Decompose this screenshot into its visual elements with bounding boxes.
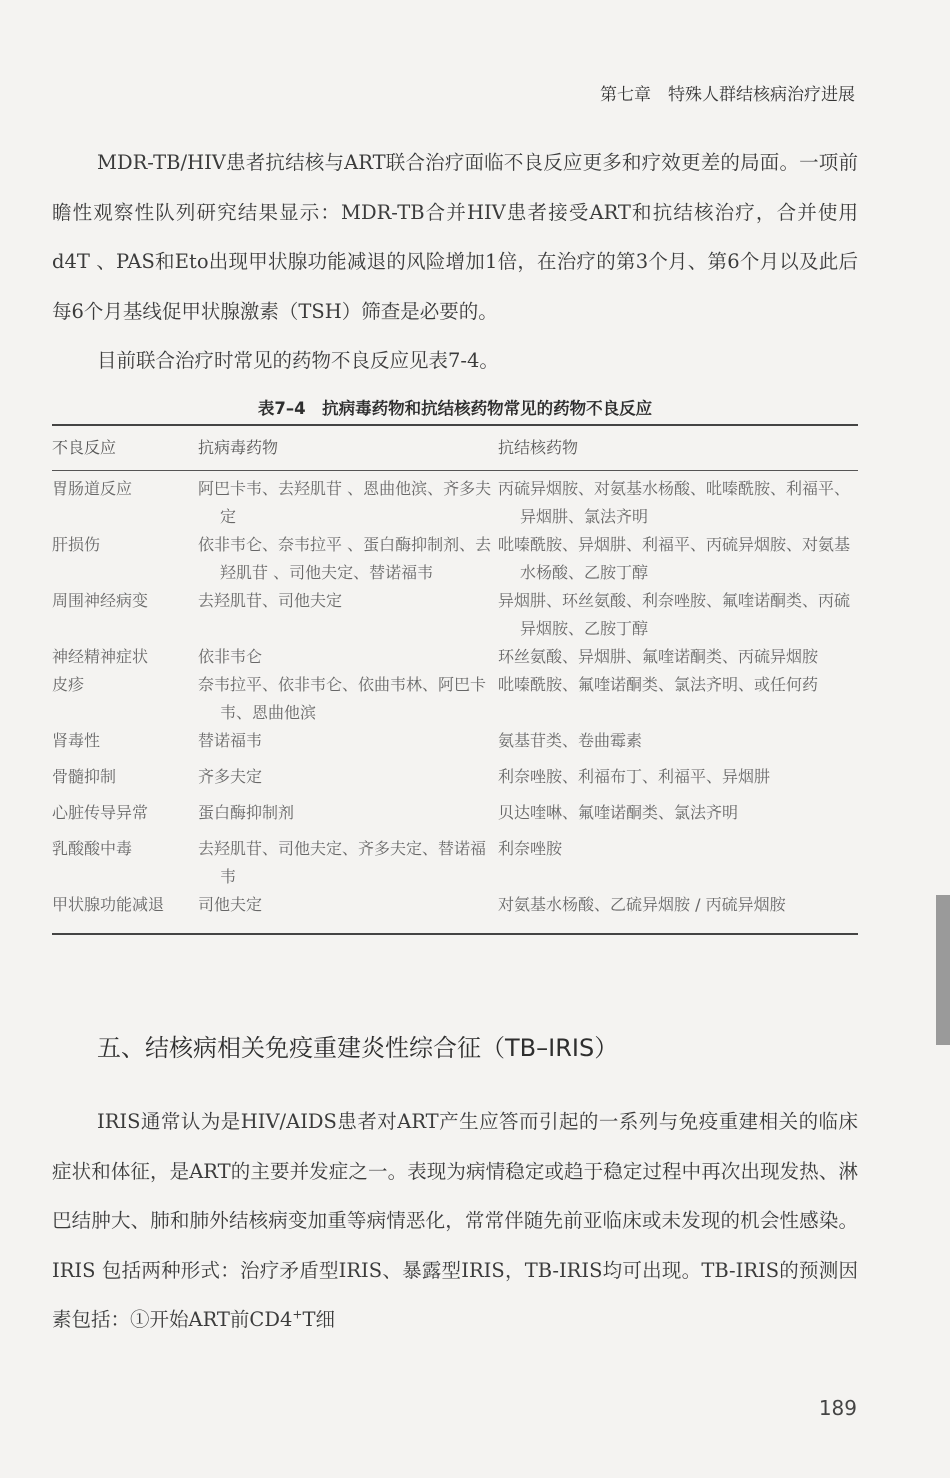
antitb-cell: 异烟肼、环丝氨酸、利奈唑胺、氟喹诺酮类、丙硫异烟胺、乙胺丁醇: [498, 591, 851, 638]
table-row: [52, 891, 858, 934]
reaction-cell: 肝损伤: [52, 535, 101, 554]
table-row: [52, 727, 858, 755]
table-caption: 表7–4 抗病毒药物和抗结核药物常见的药物不良反应: [257, 399, 653, 418]
reaction-cell: 乳酸酸中毒: [52, 839, 133, 858]
reaction-cell: 甲状腺功能减退: [52, 895, 165, 914]
reaction-cell: 胃肠道反应: [52, 479, 133, 498]
paragraph-3: [52, 1097, 858, 1345]
antitb-cell: 利奈唑胺、利福布丁、利福平、异烟肼: [498, 767, 771, 786]
antitb-cell: 贝达喹啉、氟喹诺酮类、氯法齐明: [498, 803, 739, 822]
antitb-cell: 环丝氨酸、异烟肼、氟喹诺酮类、丙硫异烟胺: [498, 647, 819, 666]
reaction-cell: 皮疹: [52, 675, 85, 694]
table-row: [52, 755, 858, 791]
table-header-row: [52, 425, 858, 471]
antiviral-cell: 依非韦仑、奈韦拉平 、蛋白酶抑制剂、去羟肌苷 、司他夫定、替诺福韦: [198, 535, 492, 582]
antitb-cell: 吡嗪酰胺、氟喹诺酮类、氯法齐明、或任何药: [498, 675, 819, 694]
table-row: [52, 531, 858, 587]
antitb-cell: 吡嗪酰胺、异烟肼、利福平、丙硫异烟胺、对氨基水杨酸、乙胺丁醇: [498, 535, 851, 582]
antiviral-cell: 奈韦拉平、依非韦仑、依曲韦林、阿巴卡韦、恩曲他滨: [198, 675, 487, 722]
antiviral-cell: 司他夫定: [198, 895, 263, 914]
paragraph-3-tail: T细: [302, 1308, 335, 1331]
header-cell-antiviral: 抗病毒药物: [198, 438, 279, 457]
antitb-cell: 氨基苷类、卷曲霉素: [498, 731, 643, 750]
reaction-cell: 骨髓抑制: [52, 767, 117, 786]
reaction-cell: 心脏传导异常: [52, 803, 149, 822]
chapter-edge-tab: [936, 895, 950, 1045]
adverse-reaction-table: [52, 424, 858, 935]
paragraph-3-main: IRIS通常认为是HIV/AIDS患者对ART产生应答而引起的一系列与免疫重建相关的临床症状和体征，是ART的主要并发症之一。表现为病情稳定或趋于稳定过程中再次出现发热、淋巴结肿大、肺和肺外结核病变加重等病情恶化，常常伴随先前亚临床或未发现的机会性感染。IRIS 包括两种形式：治疗矛盾型IRIS、暴露型IRIS，TB-IRIS均可出现。TB-IRIS的预测因素包括：①开始ART前CD4: [52, 1110, 858, 1331]
antiviral-cell: 齐多夫定: [198, 767, 263, 786]
page-number: 189: [818, 1396, 857, 1420]
antiviral-cell: 蛋白酶抑制剂: [198, 803, 295, 822]
table-row: [52, 587, 858, 643]
superscript-plus: +: [292, 1307, 303, 1322]
antitb-cell: 利奈唑胺: [498, 839, 563, 858]
antiviral-cell: 阿巴卡韦、去羟肌苷 、恩曲他滨、齐多夫定: [198, 479, 492, 526]
section-heading: 五、结核病相关免疫重建炎性综合征（TB–IRIS）: [97, 1034, 619, 1062]
reaction-cell: 神经精神症状: [52, 647, 149, 666]
header-cell-reaction: 不良反应: [52, 438, 117, 457]
table-row: [52, 827, 858, 891]
header-cell-antitb: 抗结核药物: [498, 438, 579, 457]
antiviral-cell: 依非韦仑: [198, 647, 263, 666]
reaction-cell: 肾毒性: [52, 731, 101, 750]
antitb-cell: 丙硫异烟胺、对氨基水杨酸、吡嗪酰胺、利福平、异烟肼、氯法齐明: [498, 479, 851, 526]
antiviral-cell: 替诺福韦: [198, 731, 263, 750]
antiviral-cell: 去羟肌苷、司他夫定、齐多夫定、替诺福韦: [198, 839, 487, 886]
antitb-cell: 对氨基水杨酸、乙硫异烟胺 / 丙硫异烟胺: [498, 895, 786, 914]
table-row: [52, 671, 858, 727]
paragraph-2: 目前联合治疗时常见的药物不良反应见表7-4。: [97, 349, 499, 372]
antiviral-cell: 去羟肌苷、司他夫定: [198, 591, 343, 610]
paragraph-1: MDR-TB/HIV患者抗结核与ART联合治疗面临不良反应更多和疗效更差的局面。一项前瞻性观察性队列研究结果显示：MDR-TB合并HIV患者接受ART和抗结核治疗，合并使用d4T 、PAS和Eto出现甲状腺功能减退的风险增加1倍，在治疗的第3个月、第6个月以及此后每6个月基线促甲状腺激素（TSH）筛查是必要的。: [52, 151, 858, 323]
table-row: [52, 471, 858, 532]
reaction-cell: 周围神经病变: [52, 591, 149, 610]
table-row: [52, 791, 858, 827]
table-row: [52, 643, 858, 671]
running-header: 第七章 特殊人群结核病治疗进展: [600, 85, 855, 105]
